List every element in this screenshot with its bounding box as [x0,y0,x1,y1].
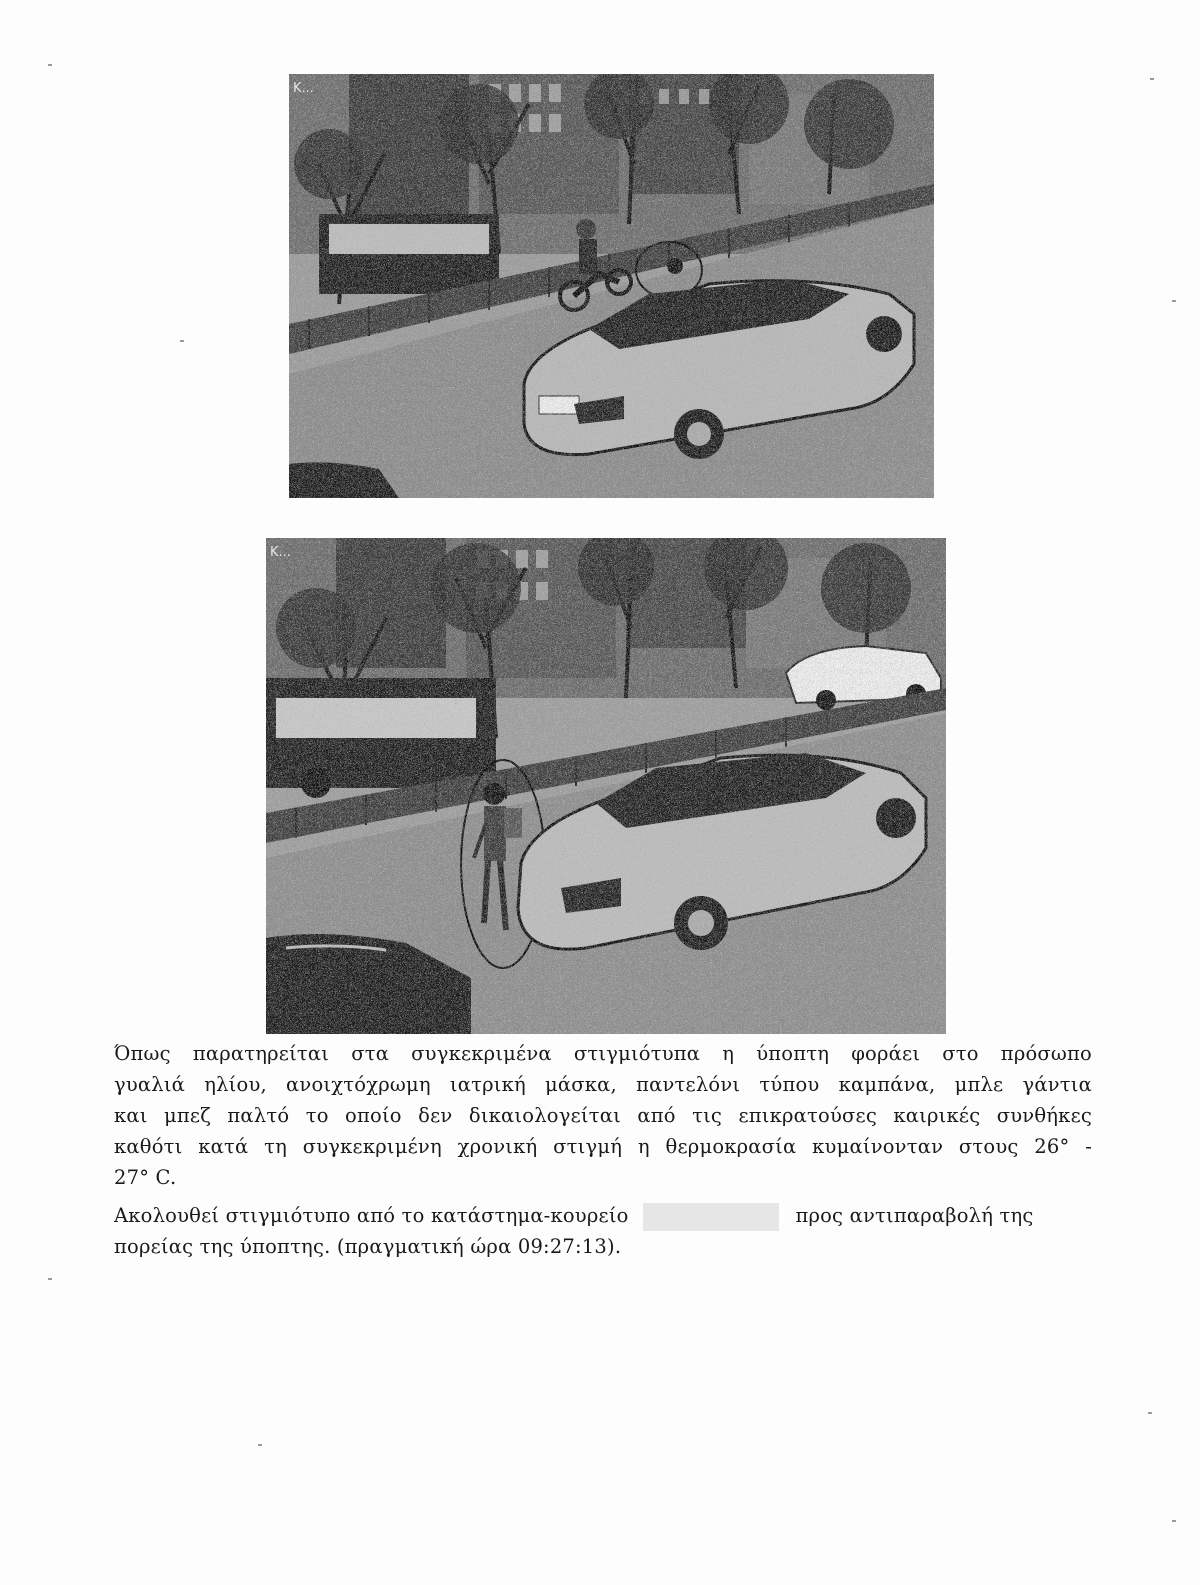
text-line: καθότι κατά τη συγκεκριμένη χρονική στιγμή η θερμοκρασία κυμαίνονταν στους 26° - [114,1135,1092,1158]
scan-speck [1172,300,1176,302]
text-line: και μπεζ παλτό το οποίο δεν δικαιολογείται από τις επικρατούσες καιρικές συνθήκες [114,1104,1092,1127]
scan-speck [48,64,52,66]
paragraph-followup [114,1200,1092,1262]
text-segment: προς αντιπαραβολή της [795,1204,1034,1227]
text-segment: Ακολουθεί στιγμιότυπο από το κατάστημα-κουρείο [114,1204,629,1227]
text-line: πορείας της ύποπτης. (πραγματική ώρα 09:27:13). [114,1235,622,1258]
scan-speck [1172,1520,1176,1522]
scan-speck [258,1444,262,1446]
text-line: γυαλιά ηλίου, ανοιχτόχρωμη ιατρική μάσκα, παντελόνι τύπου καμπάνα, μπλε γάντια [114,1073,1092,1096]
text-line: 27° C. [114,1166,177,1189]
scan-speck [1150,78,1154,80]
text-line-with-redaction [114,1200,1092,1231]
scan-speck [180,340,184,342]
redaction-box [643,1203,779,1231]
cctv-still-image [289,74,934,498]
paragraph-description [114,1038,1092,1193]
scan-speck [1148,1412,1152,1414]
cctv-photo-2 [266,538,946,1034]
cctv-photo-1 [289,74,934,498]
scan-speck [48,1278,52,1280]
text-line: Όπως παρατηρείται στα συγκεκριμένα στιγμιότυπα η ύποπτη φοράει στο πρόσωπο [114,1042,1092,1065]
cctv-still-image [266,538,946,1034]
